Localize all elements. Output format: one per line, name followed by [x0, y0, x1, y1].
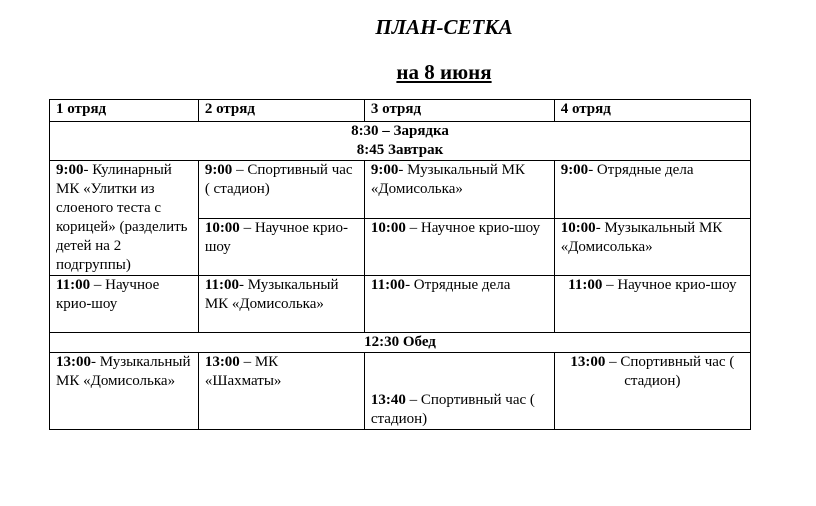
document-date: на 8 июня — [396, 60, 492, 84]
table-row — [50, 276, 751, 333]
cell-squad2-1000 — [198, 219, 364, 276]
document-title: ПЛАН-СЕТКА — [375, 15, 513, 39]
schedule-table — [49, 99, 751, 430]
common-cell-morning — [50, 122, 751, 161]
cell-squad3-0900 — [364, 161, 554, 219]
cell-squad4-1100 — [554, 276, 750, 333]
cell-time: 13:00 — [56, 354, 91, 370]
cell-time: 10:00 — [370, 220, 406, 236]
cell-text: - Отрядные дела — [588, 162, 694, 178]
table-row — [50, 161, 751, 219]
header-squad-1: 1 отряд — [50, 100, 199, 122]
common-row-lunch — [50, 333, 751, 353]
cell-text: – Научное крио-шоу — [602, 277, 737, 293]
cell-squad4-0900 — [554, 161, 750, 219]
cell-squad3-1100 — [364, 276, 554, 333]
cell-squad2-1300 — [198, 353, 364, 430]
cell-time: 11:00 — [56, 277, 91, 293]
cell-time: 11:00 — [204, 277, 239, 293]
cell-text: – Научное крио-шоу — [405, 220, 541, 236]
cell-squad1-1300 — [50, 353, 199, 430]
cell-squad3-1000 — [364, 219, 554, 276]
cell-time: 9:00 — [56, 162, 84, 178]
exercise-line: 8:30 – Зарядка — [351, 123, 449, 139]
header-squad-4: 4 отряд — [554, 100, 750, 122]
cell-time: 9:00 — [204, 162, 233, 178]
cell-text: - Отрядные дела — [405, 277, 511, 293]
cell-text: - Кулинарный МК «Улитки из слоеного теста с корицей» (разделить детей на 2 подгруппы) — [56, 162, 188, 273]
cell-squad2-1100 — [198, 276, 364, 333]
table-header-row — [50, 100, 751, 122]
cell-text: - Музыкальный МК «Домисолька» — [370, 162, 526, 197]
common-row-morning — [50, 122, 751, 161]
cell-text: - Музыкальный МК «Домисолька» — [56, 354, 191, 389]
cell-time: 13:00 — [570, 354, 606, 370]
lunch-cell: 12:30 Обед — [50, 333, 751, 353]
cell-squad4-1000 — [554, 219, 750, 276]
header-squad-2: 2 отряд — [198, 100, 364, 122]
cell-text: – Спортивный час ( стадион) — [204, 162, 353, 197]
cell-squad3-1340 — [364, 353, 554, 430]
header-squad-3: 3 отряд — [364, 100, 554, 122]
table-row — [50, 353, 751, 430]
cell-time: 11:00 — [370, 277, 406, 293]
cell-text: – Спортивный час ( стадион) — [370, 392, 535, 427]
cell-text: – Спортивный час ( стадион) — [605, 354, 735, 389]
cell-time: 13:00 — [204, 354, 240, 370]
cell-squad4-1300 — [554, 353, 750, 430]
cell-text: - Музыкальный МК «Домисолька» — [204, 277, 339, 312]
cell-time: 13:40 — [370, 392, 406, 408]
cell-squad2-0900 — [198, 161, 364, 219]
cell-time: 9:00 — [370, 162, 399, 178]
cell-time: 11:00 — [568, 277, 603, 293]
cell-time: 10:00 — [560, 220, 596, 236]
cell-time: 10:00 — [204, 220, 240, 236]
cell-squad1-1100 — [50, 276, 199, 333]
breakfast-line: 8:45 Завтрак — [356, 142, 444, 158]
cell-text: – Научное крио-шоу — [204, 220, 349, 255]
cell-text: - Музыкальный МК «Домисолька» — [560, 220, 723, 255]
cell-text: – Научное крио-шоу — [56, 277, 160, 312]
cell-squad1-0900 — [50, 161, 199, 276]
cell-time: 9:00 — [560, 162, 589, 178]
cell-text: – МК «Шахматы» — [204, 354, 282, 389]
